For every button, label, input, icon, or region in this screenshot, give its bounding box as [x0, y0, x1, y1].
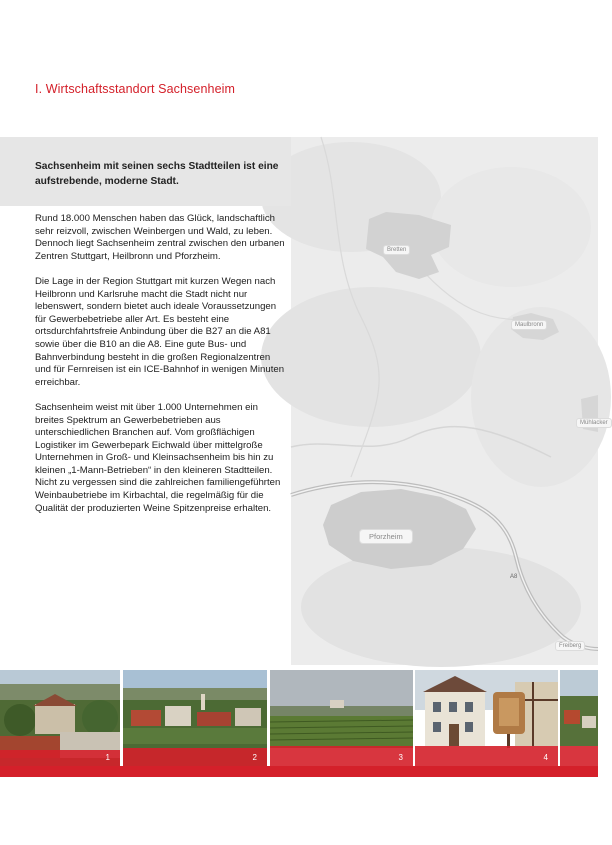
photo-village-partial [560, 670, 598, 766]
lead-text: Sachsenheim mit seinen sechs Stadtteilen ist eine aufstrebende, moderne Stadt. [35, 161, 279, 187]
photo-town-castle [0, 670, 120, 766]
paragraph: Rund 18.000 Menschen haben das Glück, landschaftlich sehr reizvoll, zwischen Weinbergen und Wald, zu leben. Dennoch liegt Sachsenheim zentral zwischen den urbanen Zentren Stuttgart, Heilbronn und Pforzheim. [35, 213, 285, 262]
photo-number: 2 [252, 753, 257, 762]
map-label-muehlacker: Mühlacker [576, 418, 612, 428]
map-label-freiberg: Freiberg [555, 641, 585, 651]
photo-vineyard [270, 670, 413, 766]
map-label-pforzheim: Pforzheim [359, 529, 413, 544]
paragraph: Die Lage in der Region Stuttgart mit kurzen Wegen nach Heilbronn und Karlsruhe macht die Stadt nicht nur lebenswert, sondern bietet auch ideale Voraussetzungen für Gewerbebetriebe aller Art. Es besteht eine ortsdurchfahrtsfreie Anbindung über die B27 an die A81 sowie über die B10 an die A8. Eine gute Bus- und Bahnverbindung besteht in die großen Regionalzentren und für Fernreisen ist ein ICE-Bahnhof in wenigen Minuten erreichbar. [35, 275, 285, 388]
paragraph: Sachsenheim weist mit über 1.000 Unternehmen ein breites Spektrum an Gewerbebetrieben aus unterschiedlichen Branchen auf. Vom großflächigen Logistiker im Gewerbepark Eichwald über mittelgroße Unternehmen in Groß- und Kleinsachsenheim bis hin zu kleinen „1-Mann-Betrieben“ in den kleineren Stadtteilen. Nicht zu vergessen sind die zahlreichen familiengeführten Weinbaubetriebe im Kirbachtal, die regelmäßig für die Qualität der produzierten Weine Spitzenpreise erhalten. [35, 401, 281, 514]
body-text [35, 213, 285, 528]
map-label-bretten: Bretten [383, 245, 410, 255]
photo-number: 4 [543, 753, 548, 762]
map-graphic [291, 137, 598, 665]
page-title: I. Wirtschaftsstandort Sachsenheim [35, 82, 236, 96]
photo-strip [0, 670, 598, 766]
photo-number: 1 [105, 753, 110, 762]
photo-town-panorama [123, 670, 267, 766]
map-label-maulbronn: Maulbronn [511, 320, 547, 330]
region-map [291, 137, 608, 665]
photo-number: 3 [398, 753, 403, 762]
red-footer-bar [0, 766, 598, 777]
road-label-a8: A8 [510, 574, 518, 580]
photo-historic-building [415, 670, 558, 766]
